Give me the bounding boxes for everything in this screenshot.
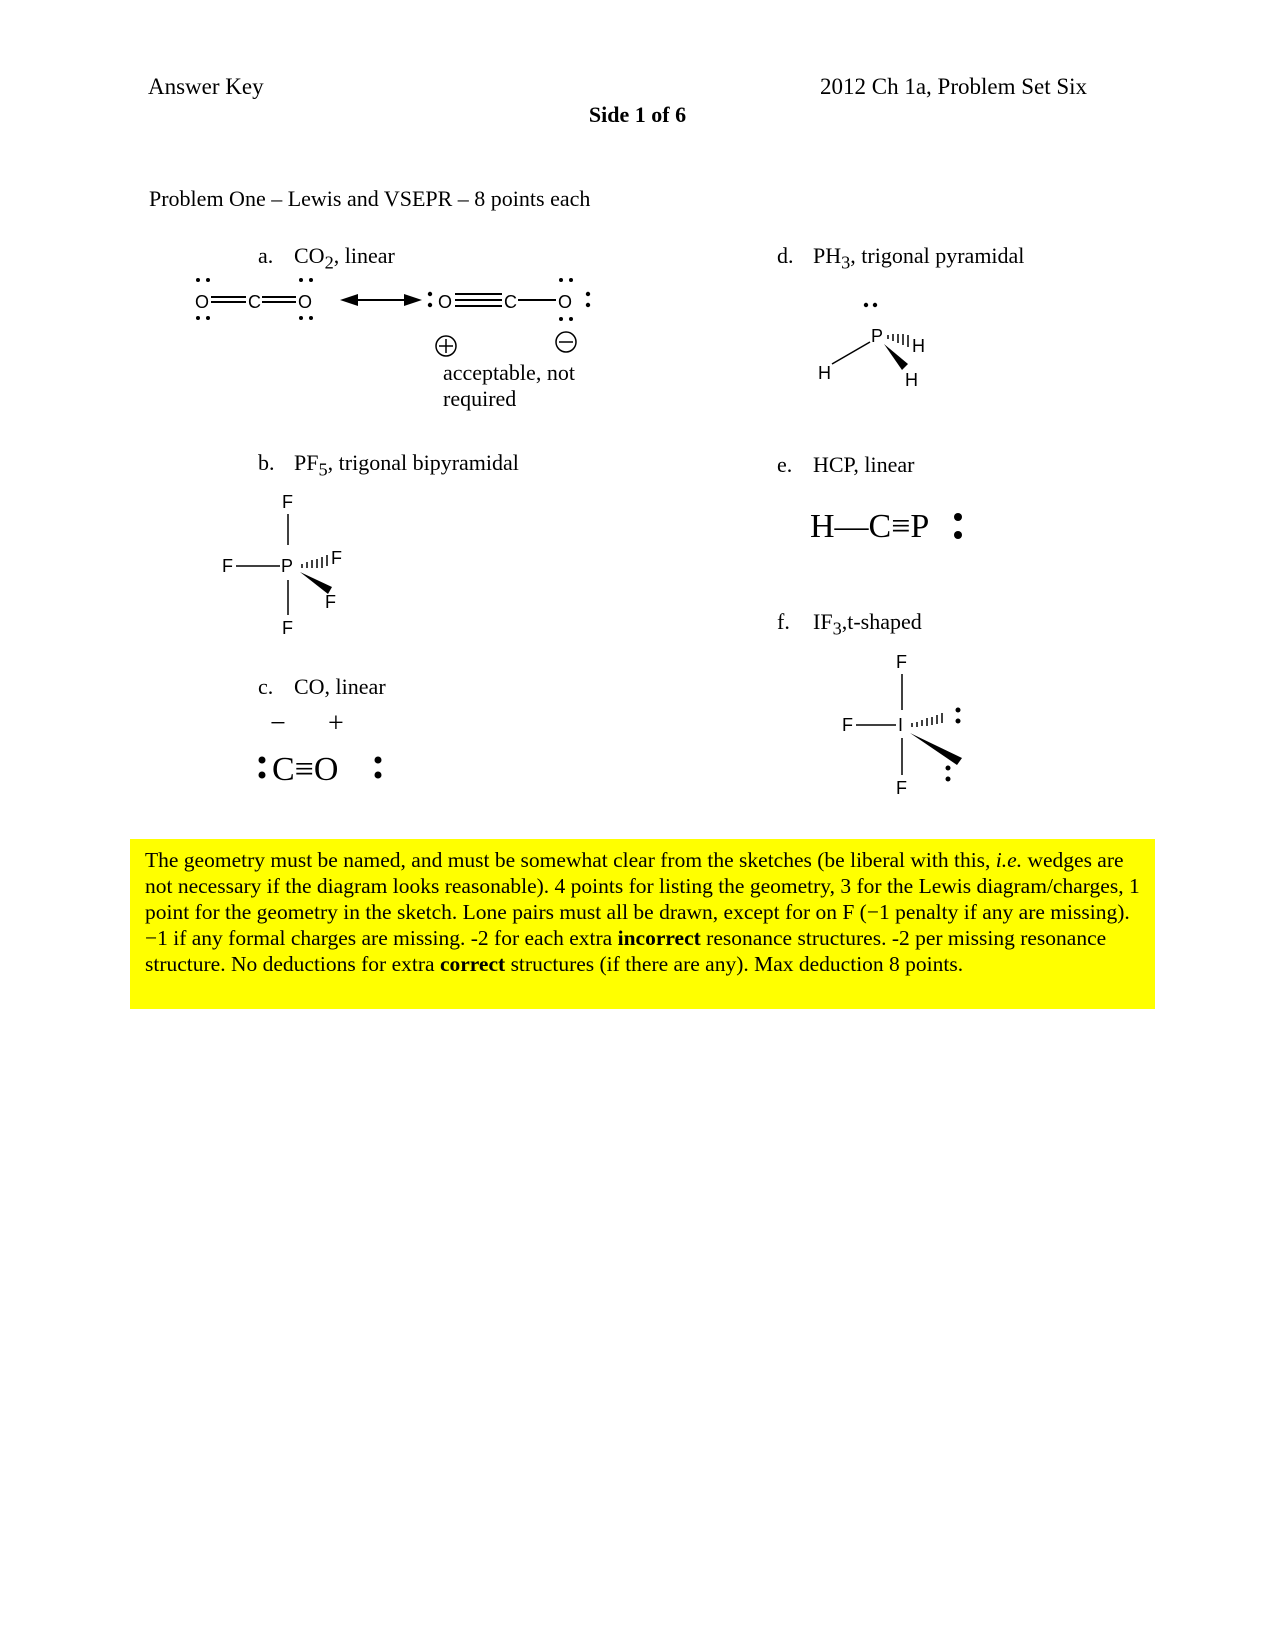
- part-letter: a.: [258, 243, 274, 268]
- arrow-head-right: [404, 294, 422, 306]
- atom-h: H: [905, 370, 918, 390]
- formula: HCP, linear: [813, 452, 915, 477]
- atom-h: H: [818, 363, 831, 383]
- atom-f: F: [896, 778, 907, 798]
- grading-text: structures (if there are any). Max deduction 8 points.: [505, 952, 964, 976]
- grading-text: wedges are not necessary if the diagram looks reasonable). 4 points for listing the geometry, 3 for the Lewis diagram/charges, 1 point for the geometry in the sketch. Lone pairs must all be drawn, except for on F (−1 penalty if any are missing). −1 if any formal charges are missing. -2 for each extra: [145, 848, 1140, 950]
- page-number: Side 1 of 6: [588, 102, 687, 127]
- co-structure: [250, 708, 400, 788]
- formula: CO: [294, 243, 325, 268]
- part-e-label: [777, 452, 914, 478]
- lone-pairs: [428, 292, 432, 307]
- formula-subscript: 5: [318, 459, 328, 480]
- atom-o: O: [195, 292, 210, 312]
- arrow-head-left: [340, 294, 358, 306]
- hcp-structure: [810, 495, 990, 555]
- atom-c: C: [504, 292, 517, 312]
- grading-bold-incorrect: incorrect: [617, 926, 701, 950]
- hcp-formula: H—C≡P: [810, 508, 930, 545]
- lone-pair: [954, 513, 962, 539]
- formal-charge-plus: +: [328, 708, 344, 739]
- part-c-label: [258, 674, 386, 700]
- part-a-label: [258, 243, 395, 273]
- atom-f: F: [282, 492, 293, 512]
- atom-p: P: [281, 556, 294, 576]
- grading-text: The geometry must be named, and must be somewhat clear from the sketches (be liberal with this,: [145, 848, 996, 872]
- formula-subscript: 3: [841, 252, 851, 273]
- header-left: Answer Key: [148, 74, 264, 99]
- atom-o: O: [298, 292, 313, 312]
- atom-h: H: [912, 336, 925, 356]
- pf5-structure: [210, 490, 390, 650]
- geometry-name: , trigonal pyramidal: [850, 243, 1025, 268]
- solid-wedge: [884, 344, 908, 370]
- atom-p: P: [871, 326, 884, 346]
- formula: PH: [813, 243, 842, 268]
- grading-bold-correct: correct: [439, 952, 506, 976]
- part-b-label: [258, 450, 519, 480]
- note-line: acceptable, not: [443, 360, 575, 385]
- problem-title: Problem One – Lewis and VSEPR – 8 points each: [149, 186, 591, 211]
- formal-charge-minus: −: [270, 708, 286, 739]
- part-letter: e.: [777, 452, 793, 477]
- hashed-wedge: [302, 555, 327, 568]
- solid-wedge: [910, 733, 962, 765]
- atom-o: O: [438, 292, 453, 312]
- formula-subscript: 2: [324, 252, 334, 273]
- solid-wedge: [300, 572, 332, 594]
- co-formula: C≡O: [272, 751, 339, 788]
- part-letter: c.: [258, 674, 274, 699]
- atom-f: F: [331, 548, 342, 568]
- hashed-wedge: [912, 713, 942, 727]
- formula: IF: [813, 609, 833, 634]
- single-bond: [832, 342, 870, 364]
- grading-notes-box: [130, 839, 1155, 1009]
- formula: CO, linear: [294, 674, 386, 699]
- lone-pair: [946, 766, 951, 782]
- atom-i: I: [898, 715, 904, 735]
- part-letter: f.: [777, 609, 790, 634]
- atom-o: O: [558, 292, 573, 312]
- part-f-label: [777, 609, 922, 639]
- grading-notes: [145, 847, 1145, 977]
- geometry-name: , trigonal bipyramidal: [327, 450, 519, 475]
- atom-f: F: [842, 715, 853, 735]
- grading-text: resonance structures. -2 per missing resonance structure. No deductions for extra: [145, 926, 1107, 976]
- header-right: 2012 Ch 1a, Problem Set Six: [820, 74, 1088, 99]
- atom-c: C: [248, 292, 261, 312]
- geometry-name: ,t-shaped: [841, 609, 922, 634]
- atom-f: F: [282, 618, 293, 638]
- lone-pair: [864, 303, 877, 307]
- atom-f: F: [896, 652, 907, 672]
- formula-subscript: 3: [832, 618, 842, 639]
- part-d-label: [777, 243, 1024, 273]
- if3-structure: [840, 650, 1000, 800]
- note-line: required: [443, 386, 517, 411]
- co2-note: [443, 360, 575, 412]
- lone-pair: [956, 708, 961, 724]
- part-letter: b.: [258, 450, 275, 475]
- grading-emphasis: i.e.: [995, 848, 1023, 872]
- atom-f: F: [325, 592, 336, 612]
- atom-f: F: [222, 556, 233, 576]
- hashed-wedge: [888, 334, 908, 347]
- geometry-name: , linear: [333, 243, 395, 268]
- part-letter: d.: [777, 243, 794, 268]
- ph3-structure: [800, 290, 960, 400]
- formula: PF: [294, 450, 319, 475]
